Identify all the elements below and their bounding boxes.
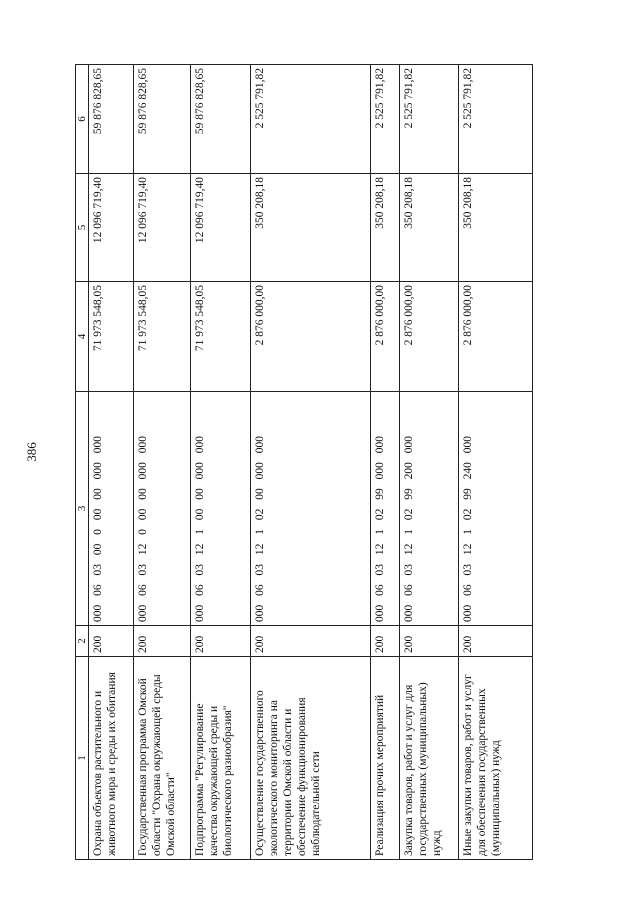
row-code2: 200 [371, 626, 400, 657]
row-value-4: 71 973 548,05 [89, 282, 134, 392]
header-cell: 6 [76, 65, 89, 174]
row-name: Осуществление государственного экологического мониторинга на территории Омской области и обеспечение функционирования наблюдательной сети [251, 657, 371, 860]
table-row [459, 65, 533, 860]
row-code3: 000 06 03 12 0 00 00 000 000 [134, 392, 191, 626]
row-name: Реализация прочих мероприятий [371, 657, 400, 860]
row-code3: 000 06 03 12 1 02 99 240 000 [459, 392, 533, 626]
header-cell: 3 [76, 392, 89, 626]
row-value-4: 2 876 000,00 [371, 282, 400, 392]
row-value-4: 2 876 000,00 [251, 282, 371, 392]
page-number: 386 [23, 442, 39, 462]
header-cell: 1 [76, 657, 89, 860]
row-name: Подпрограмма "Регулирование качества окружающей среды и биологического разнообразия" [191, 657, 251, 860]
row-value-4: 2 876 000,00 [400, 282, 459, 392]
row-name: Охрана объектов растительного и животного мира и среды их обитания [89, 657, 134, 860]
row-code2: 200 [251, 626, 371, 657]
header-cell: 5 [76, 174, 89, 282]
table-row [371, 65, 400, 860]
row-value-5: 350 208,18 [371, 174, 400, 282]
row-name: Закупка товаров, работ и услуг для государственных (муниципальных) нужд [400, 657, 459, 860]
row-value-5: 12 096 719,40 [89, 174, 134, 282]
row-name: Государственная программа Омской области "Охрана окружающей среды Омской области" [134, 657, 191, 860]
row-value-5: 350 208,18 [400, 174, 459, 282]
row-code2: 200 [89, 626, 134, 657]
row-code2: 200 [191, 626, 251, 657]
table-row [134, 65, 191, 860]
row-value-6: 2 525 791,82 [251, 65, 371, 174]
row-code2: 200 [459, 626, 533, 657]
row-code3: 000 06 03 12 1 00 00 000 000 [191, 392, 251, 626]
row-code2: 200 [134, 626, 191, 657]
row-value-5: 350 208,18 [459, 174, 533, 282]
row-value-6: 59 876 828,65 [134, 65, 191, 174]
row-name: Иные закупки товаров, работ и услуг для обеспечения государственных (муниципальных) нужд [459, 657, 533, 860]
header-row [76, 65, 89, 860]
budget-table [75, 64, 533, 860]
row-value-4: 71 973 548,05 [134, 282, 191, 392]
row-value-6: 2 525 791,82 [400, 65, 459, 174]
header-cell: 4 [76, 282, 89, 392]
row-value-6: 2 525 791,82 [459, 65, 533, 174]
header-cell: 2 [76, 626, 89, 657]
row-value-4: 2 876 000,00 [459, 282, 533, 392]
row-value-6: 2 525 791,82 [371, 65, 400, 174]
row-value-4: 71 973 548,05 [191, 282, 251, 392]
row-code2: 200 [400, 626, 459, 657]
row-code3: 000 06 03 12 1 02 00 000 000 [251, 392, 371, 626]
row-code3: 000 06 03 12 1 02 99 200 000 [400, 392, 459, 626]
table-row [251, 65, 371, 860]
row-code3: 000 06 03 00 0 00 00 000 000 [89, 392, 134, 626]
row-value-5: 12 096 719,40 [134, 174, 191, 282]
row-value-5: 350 208,18 [251, 174, 371, 282]
row-value-6: 59 876 828,65 [191, 65, 251, 174]
table-row [400, 65, 459, 860]
table-row [191, 65, 251, 860]
row-value-5: 12 096 719,40 [191, 174, 251, 282]
row-value-6: 59 876 828,65 [89, 65, 134, 174]
table-row [89, 65, 134, 860]
rotated-table-wrapper [75, 65, 548, 860]
row-code3: 000 06 03 12 1 02 99 000 000 [371, 392, 400, 626]
